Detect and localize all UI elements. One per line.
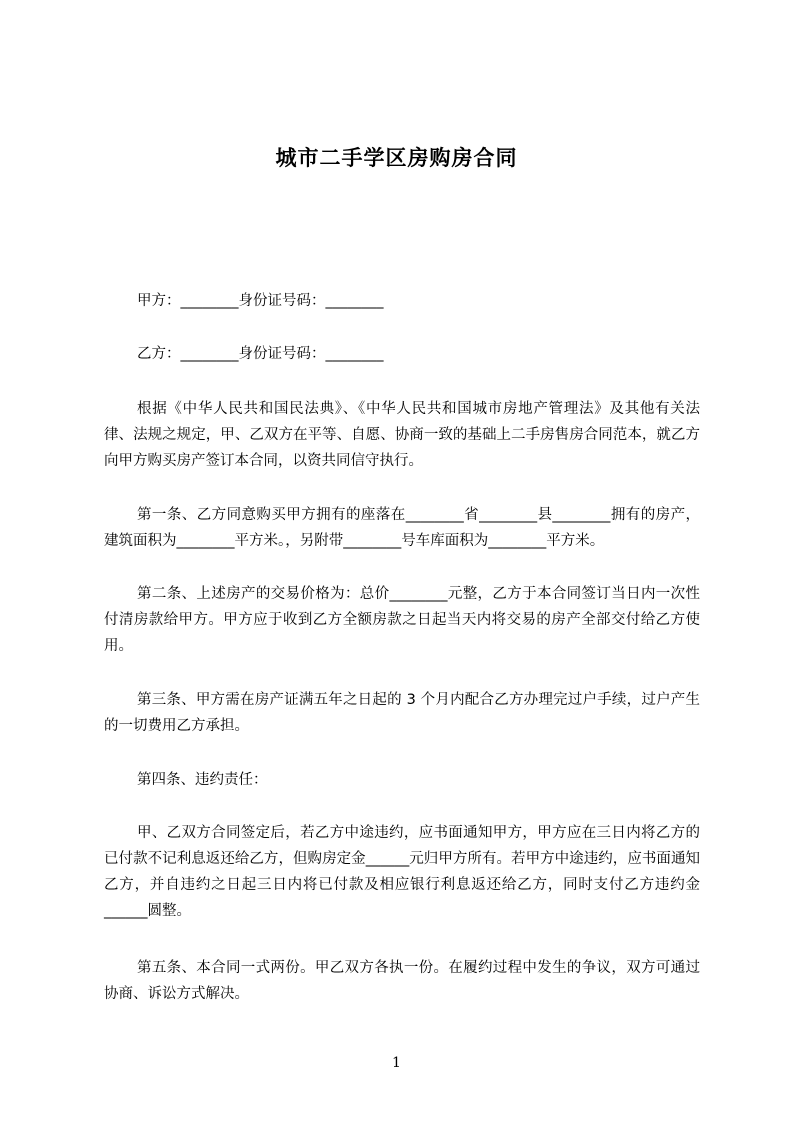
- article-4-heading: 第四条、违约责任：: [137, 772, 268, 788]
- article-2: 第二条、上述房产的交易价格为：总价________元整，乙方于本合同签订当日内一次性付清房款给甲方。甲方应于收到乙方全额房款之日起当天内将交易的房产全部交付给乙方使用。: [104, 586, 700, 654]
- article-4-body: 甲、乙双方合同签定后，若乙方中途违约，应书面通知甲方，甲方应在三日内将乙方的已付款不记利息返还给乙方，但购房定金______元归甲方所有。若甲方中途违约，应书面通知乙方，并自违约之日起三日内将已付款及相应银行利息返还给乙方，同时支付乙方违约金______圆整。: [104, 825, 700, 919]
- party-a-line: 甲方：________身份证号码：________: [137, 293, 384, 309]
- page-number: 1: [392, 1055, 401, 1071]
- party-b-line: 乙方：________身份证号码：________: [137, 346, 384, 362]
- article-3: 第三条、甲方需在房产证满五年之日起的 3 个月内配合乙方办理完过户手续，过户产生的一切费用乙方承担。: [104, 692, 700, 734]
- article-1: 第一条、乙方同意购买甲方拥有的座落在________省________县________拥有的房产，建筑面积为________平方米。，另附带________号车库面积为________平方米。: [104, 507, 700, 549]
- document-title: 城市二手学区房购房合同: [275, 146, 518, 170]
- preamble-paragraph: 根据《中华人民共和国民法典》、《中华人民共和国城市房地产管理法》及其他有关法律、法规之规定，甲、乙双方在平等、自愿、协商一致的基础上二手房售房合同范本，就乙方向甲方购买房产签订本合同，以资共同信守执行。: [104, 401, 700, 469]
- article-5: 第五条、本合同一式两份。甲乙双方各执一份。在履约过程中发生的争议，双方可通过协商、诉讼方式解决。: [104, 960, 700, 1002]
